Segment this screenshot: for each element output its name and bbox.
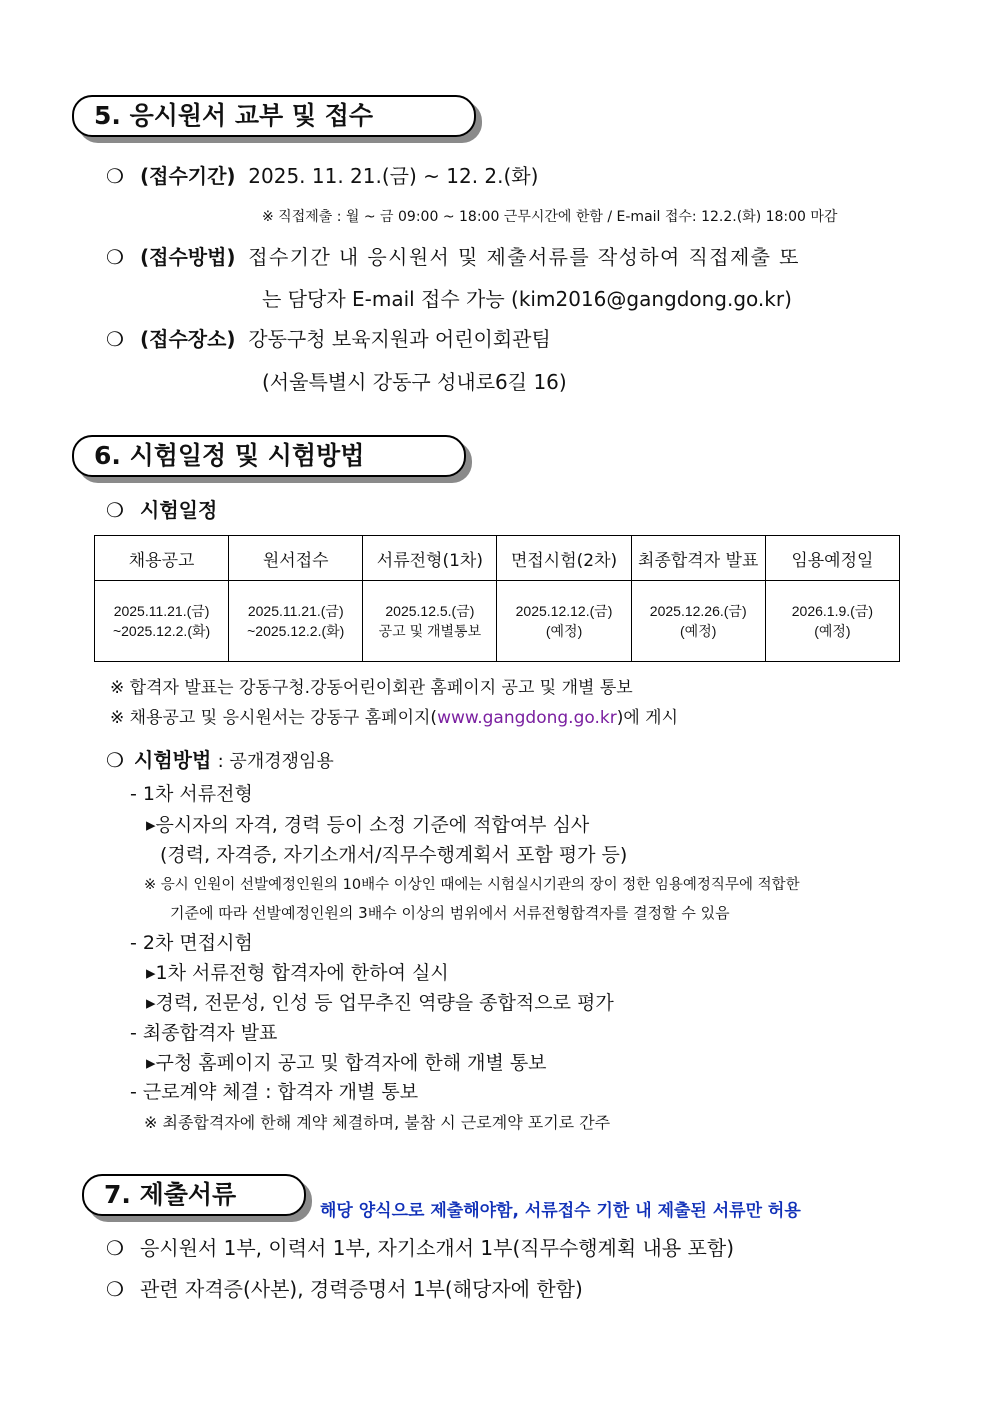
method-label: (접수방법) [140, 245, 236, 269]
step1-note2: 기준에 따라 선발예정인원의 3배수 이상의 범위에서 서류전형합격자를 결정할 수 있음 [170, 904, 730, 922]
place-row [106, 323, 551, 352]
documents-item1-text: 응시원서 1부, 이력서 1부, 자기소개서 1부(직무수행계획 내용 포함) [140, 1236, 734, 1260]
table-cell [363, 581, 497, 662]
table-cell [229, 581, 363, 662]
table-header: 서류전형(1차) [363, 536, 497, 581]
schedule-title-row [106, 494, 217, 523]
cell-line2: 공고 및 개별통보 [378, 623, 482, 639]
documents-item2 [106, 1273, 583, 1302]
table-cell [631, 581, 765, 662]
step1-note1: ※ 응시 인원이 선발예정인원의 10배수 이상인 때에는 시험실시기관의 장이 정한 임용예정직무에 적합한 [144, 877, 800, 893]
table-header: 임용예정일 [765, 536, 899, 581]
table-cell [95, 581, 229, 662]
step1-title: - 1차 서류전형 [130, 783, 253, 805]
step3-title: - 최종합격자 발표 [130, 1022, 278, 1044]
exam-method-title: 시험방법 [134, 748, 212, 772]
circle-bullet-icon: ❍ [106, 748, 124, 772]
exam-method-row [106, 744, 334, 773]
circle-bullet-icon: ❍ [106, 164, 124, 188]
table-row [95, 581, 900, 662]
section6-heading: 6. 시험일정 및 시험방법 [72, 435, 466, 477]
place-line1: 강동구청 보육지원과 어린이회관팀 [248, 327, 551, 351]
circle-bullet-icon: ❍ [106, 327, 124, 351]
place-label: (접수장소) [140, 327, 236, 351]
table-header-row [95, 536, 900, 581]
table-header: 면접시험(2차) [497, 536, 631, 581]
cell-line1: 2026.1.9.(금) [791, 603, 873, 619]
table-cell [497, 581, 631, 662]
table-header: 채용공고 [95, 536, 229, 581]
step3-item1: ▸구청 홈페이지 공고 및 합격자에 한해 개별 통보 [146, 1052, 547, 1074]
table-header: 원서접수 [229, 536, 363, 581]
schedule-table [94, 535, 900, 662]
posting-note [110, 703, 678, 728]
section7-heading: 7. 제출서류 [82, 1174, 306, 1216]
cell-line1: 2025.11.21.(금) [247, 603, 344, 619]
cell-line2: ~2025.12.2.(화) [247, 623, 345, 639]
documents-item2-text: 관련 자격증(사본), 경력증명서 1부(해당자에 한함) [140, 1277, 583, 1301]
section5-heading: 5. 응시원서 교부 및 접수 [72, 95, 476, 137]
table-cell [765, 581, 899, 662]
announcement-note: ※ 합격자 발표는 강동구청.강동어린이회관 홈페이지 공고 및 개별 통보 [110, 678, 633, 698]
step2-item2: ▸경력, 전문성, 인성 등 업무추진 역량을 종합적으로 평가 [146, 992, 614, 1014]
circle-bullet-icon: ❍ [106, 498, 124, 522]
documents-item1 [106, 1232, 734, 1261]
cell-line2: (예정) [680, 623, 717, 639]
period-row [106, 160, 538, 189]
step2-item1: ▸1차 서류전형 합격자에 한하여 실시 [146, 962, 449, 984]
period-value: 2025. 11. 21.(금) ~ 12. 2.(화) [248, 164, 539, 188]
homepage-link[interactable]: www.gangdong.go.kr [437, 708, 617, 728]
cell-line1: 2025.11.21.(금) [113, 603, 210, 619]
period-note: ※ 직접제출 : 월 ~ 금 09:00 ~ 18:00 근무시간에 한함 / E-mail 접수: 12.2.(화) 18:00 마감 [262, 209, 838, 225]
cell-line2: (예정) [814, 623, 851, 639]
step1-item2: (경력, 자격증, 자기소개서/직무수행계획서 포함 평가 등) [160, 844, 628, 866]
step2-title: - 2차 면접시험 [130, 932, 253, 954]
method-line2: 는 담당자 E-mail 접수 가능 (kim2016@gangdong.go.kr) [262, 287, 792, 311]
cell-line1: 2025.12.5.(금) [385, 603, 475, 619]
submission-highlight: 해당 양식으로 제출해야함, 서류접수 기한 내 제출된 서류만 허용 [320, 1201, 801, 1221]
posting-note-prefix: ※ 채용공고 및 응시원서는 강동구 홈페이지( [110, 708, 438, 728]
step4-note: ※ 최종합격자에 한해 계약 체결하며, 불참 시 근로계약 포기로 간주 [144, 1113, 611, 1132]
circle-bullet-icon: ❍ [106, 1236, 124, 1260]
cell-line1: 2025.12.26.(금) [649, 603, 747, 619]
place-line2: (서울특별시 강동구 성내로6길 16) [262, 370, 567, 394]
method-line1: 접수기간 내 응시원서 및 제출서류를 작성하여 직접제출 또 [248, 245, 800, 269]
step4-title: - 근로계약 체결 : 합격자 개별 통보 [130, 1081, 419, 1103]
circle-bullet-icon: ❍ [106, 245, 124, 269]
method-row [106, 241, 800, 270]
posting-note-suffix: )에 게시 [616, 708, 679, 728]
period-label: (접수기간) [140, 164, 236, 188]
table-header: 최종합격자 발표 [631, 536, 765, 581]
schedule-title: 시험일정 [140, 498, 218, 522]
cell-line2: ~2025.12.2.(화) [112, 623, 211, 639]
cell-line2: (예정) [545, 623, 583, 639]
step1-item1: ▸응시자의 자격, 경력 등이 소정 기준에 적합여부 심사 [146, 814, 590, 836]
cell-line1: 2025.12.12.(금) [515, 603, 613, 619]
circle-bullet-icon: ❍ [106, 1277, 124, 1301]
exam-method-value: : 공개경쟁임용 [217, 751, 334, 772]
